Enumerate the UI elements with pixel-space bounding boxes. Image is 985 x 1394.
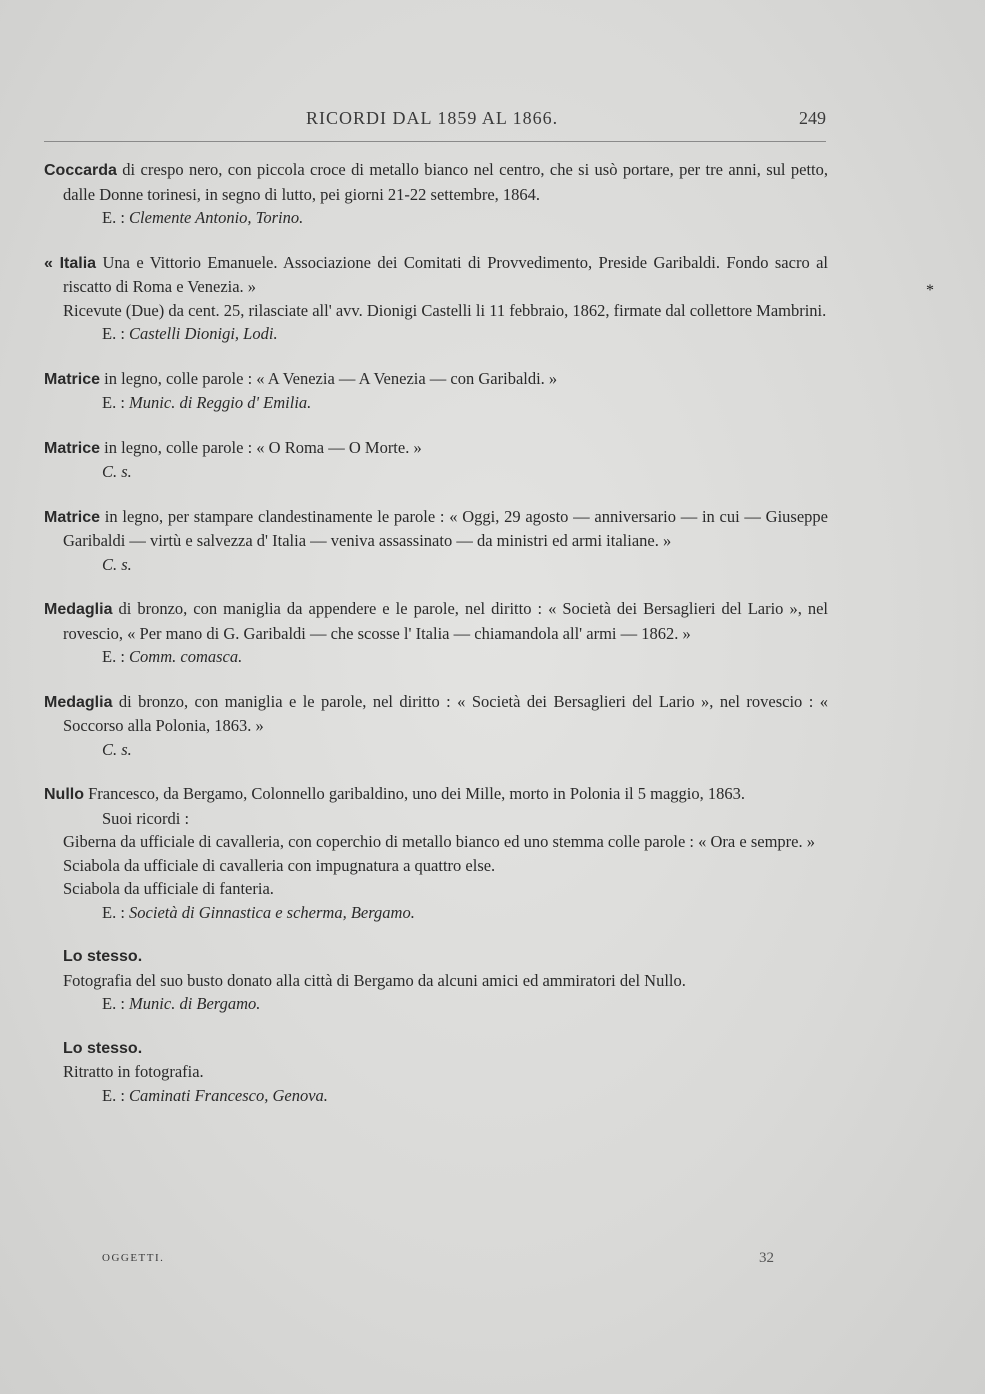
signature-mark: OGGETTI. [102, 1252, 165, 1264]
entry-head: Matrice [44, 370, 101, 388]
entry-text [44, 436, 828, 461]
entry-description: Francesco, da Bergamo, Colonnello garibaldino, uno dei Mille, morto in Polonia il 5 maggio, 1863. [84, 784, 745, 803]
entry-head: Matrice [44, 508, 101, 526]
entry-medaglia-1863 [44, 690, 828, 762]
entry-text [44, 158, 828, 206]
entry-subitem: Ritratto in fotografia. [63, 1062, 204, 1081]
page-number: 249 [799, 108, 826, 128]
entry-matrice-clandestina [44, 505, 828, 577]
entry-description: di bronzo, con maniglia da appendere e le parole, nel diritto : « Società dei Bersaglieri del Lario », nel rovescio, « Per mano di G. Garibaldi — che scosse l' Italia — chiamandola all' armi — 1862. » [63, 599, 828, 643]
exhibitor-name: Comm. comasca. [129, 647, 243, 666]
entry-lo-stesso-ritratto [44, 1037, 828, 1108]
entry-subitem: Ricevute (Due) da cent. 25, rilasciate all' avv. Dionigi Castelli li 11 febbraio, 1862, firmate dal collettore Mambrini. [63, 300, 827, 320]
entry-description: di crespo nero, con piccola croce di metallo bianco nel centro, che si usò portare, per tre anni, sul petto, dalle Donne torinesi, in segno di lutto, pei giorni 21-22 settembre, 1864. [63, 160, 828, 204]
entry-matrice-venezia [44, 367, 828, 415]
catalog-entries [44, 158, 828, 1107]
entry-description: in legno, colle parole : « A Venezia — A Venezia — con Garibaldi. » [100, 368, 558, 388]
exhibitor [44, 992, 828, 1016]
entry-description: in legno, colle parole : « O Roma — O Morte. » [100, 437, 422, 457]
exhibitor-name: Caminati Francesco, Genova. [129, 1085, 328, 1105]
entry-coccarda [44, 158, 828, 230]
entry-text [44, 597, 828, 645]
header-rule [44, 141, 826, 142]
exhibitor-prefix: E. : [102, 1085, 130, 1105]
exhibitor [44, 322, 828, 346]
sheet-number: 32 [759, 1250, 774, 1266]
exhibitor-name: C. s. [102, 739, 132, 759]
exhibitor-name: Castelli Dionigi, Lodi. [129, 324, 278, 343]
exhibitor-name: C. s. [102, 462, 132, 481]
entry-head: Medaglia [44, 693, 113, 711]
entry-medaglia-1862 [44, 597, 828, 669]
entry-head: Matrice [44, 439, 101, 457]
entry-description: Una e Vittorio Emanuele. Associazione dei Comitati di Provvedimento, Preside Garibaldi. Fondo sacro al riscatto di Roma e Venezia. » [63, 252, 828, 296]
entry-head: Coccarda [44, 162, 117, 179]
exhibitor [44, 206, 828, 230]
entry-head: Lo stesso. [63, 948, 143, 965]
exhibitor-prefix: E. : [102, 994, 130, 1013]
exhibitor-name: Munic. di Bergamo. [129, 994, 261, 1013]
entry-nullo [44, 782, 828, 924]
exhibitor [44, 901, 828, 925]
exhibitor-prefix: E. : [102, 902, 130, 922]
exhibitor-prefix: E. : [102, 324, 130, 343]
entry-italia [44, 251, 828, 346]
exhibitor-name: Munic. di Reggio d' Emilia. [129, 393, 312, 412]
exhibitor-name: Società di Ginnastica e scherma, Bergamo. [129, 902, 415, 922]
entry-head: Nullo [44, 786, 84, 803]
page-footer [102, 1250, 778, 1274]
entry-head: Lo stesso. [63, 1039, 143, 1057]
entry-text [44, 690, 828, 738]
entry-head: Medaglia [44, 601, 113, 618]
exhibitor [44, 553, 828, 577]
exhibitor-prefix: E. : [102, 208, 130, 227]
exhibitor [44, 738, 828, 762]
entry-text [44, 251, 828, 299]
entry-text [44, 367, 828, 392]
entry-head: « Italia [44, 254, 97, 272]
entry-description: in legno, per stampare clandestinamente le parole : « Oggi, 29 agosto — anniversario — in cui — Giuseppe Garibaldi — virtù e salvezza d' Italia — veniva assassinato — da ministri ed armi italiane. » [63, 506, 828, 550]
exhibitor [44, 1084, 828, 1108]
entry-text [44, 505, 828, 553]
entry-intro: Suoi ricordi : [102, 808, 190, 828]
exhibitor-prefix: E. : [102, 647, 130, 666]
margin-mark: * [926, 282, 934, 299]
exhibitor-prefix: E. : [102, 393, 130, 412]
running-title: RICORDI DAL 1859 AL 1866. [306, 108, 559, 128]
entry-subitem: Giberna da ufficiale di cavalleria, con coperchio di metallo bianco ed uno stemma colle parole : « Ora e sempre. » [63, 832, 815, 851]
exhibitor-name: C. s. [102, 554, 132, 574]
entry-subitem: Sciabola da ufficiale di fanteria. [63, 879, 274, 898]
entry-subitem: Fotografia del suo busto donato alla città di Bergamo da alcuni amici ed ammiratori del Nullo. [63, 970, 686, 990]
entry-text [44, 782, 828, 807]
exhibitor [44, 391, 828, 415]
exhibitor-name: Clemente Antonio, Torino. [129, 208, 304, 227]
entry-subitem: Sciabola da ufficiale di cavalleria con impugnatura a quattro else. [63, 855, 496, 875]
page-header [44, 106, 826, 134]
entry-lo-stesso-busto [44, 945, 828, 1016]
entry-description: di bronzo, con maniglia e le parole, nel diritto : « Società dei Bersaglieri del Lario », nel rovescio : « Soccorso alla Polonia, 1863. » [63, 691, 828, 735]
entry-matrice-roma [44, 436, 828, 484]
exhibitor [44, 460, 828, 484]
exhibitor [44, 645, 828, 669]
